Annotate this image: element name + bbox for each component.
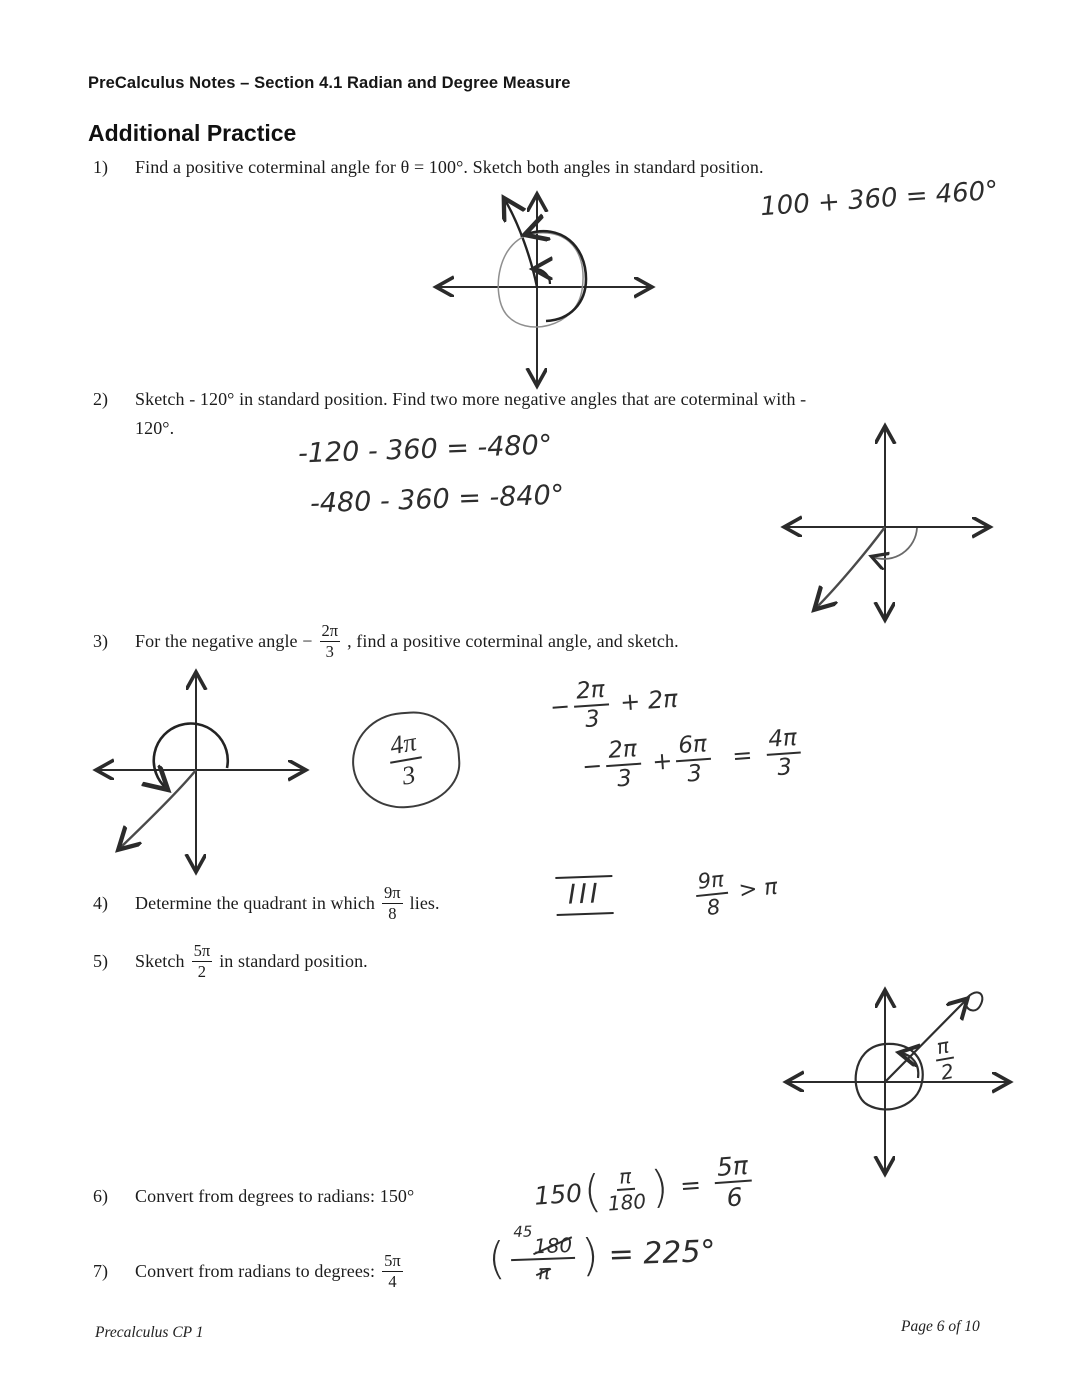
problem-3-circled-answer [349, 708, 463, 811]
equals-sign: = [731, 740, 754, 771]
fraction-numerator: 5π [193, 941, 211, 961]
fraction-numerator: π [932, 1035, 954, 1062]
angle-arc [901, 1053, 918, 1078]
lead-number: 150 [533, 1177, 583, 1211]
fraction-180-pi [510, 1222, 576, 1285]
fraction-denominator: 3 [584, 706, 601, 734]
equals-sign: = [679, 1169, 703, 1201]
fraction-denominator: 3 [616, 765, 633, 793]
problem-6-number: 6) [93, 1186, 108, 1206]
cancelled-pi: π [537, 1259, 551, 1285]
problem-6-handwritten-work [532, 1152, 758, 1223]
fraction-numerator [510, 1222, 575, 1261]
problem-2 [93, 389, 806, 410]
fraction [572, 678, 610, 732]
fraction-2 [675, 733, 713, 787]
fraction-denominator: 3 [399, 759, 418, 791]
fraction-numerator: 9π [384, 883, 401, 903]
problem-5-text-after: in standard position. [219, 950, 368, 971]
doc-header-title: PreCalculus Notes – Section 4.1 Radian and Degree Measure [88, 74, 571, 92]
problem-5-text-before: Sketch [135, 950, 185, 971]
cancellation-value: 45 [512, 1222, 533, 1242]
fraction-pi-180 [605, 1165, 646, 1214]
fraction-result [713, 1150, 754, 1213]
fraction-numerator: 9π [694, 869, 728, 897]
fraction-numerator: 6π [675, 733, 711, 762]
problem-5-sketch [780, 978, 1018, 1178]
problem-7-text: Convert from radians to degrees: [135, 1260, 376, 1281]
quadrant-answer: III [555, 875, 613, 916]
fraction-numerator: 5π [384, 1251, 401, 1271]
problem-3-text-before: For the negative angle − [135, 630, 313, 651]
problem-3-sketch [90, 664, 312, 878]
fraction-numerator: 5π [713, 1153, 752, 1185]
fraction-denominator: 2 [938, 1058, 956, 1085]
fraction-numerator: 2π [321, 621, 339, 641]
problem-7-handwritten-work [485, 1222, 717, 1285]
problem-4 [93, 876, 440, 930]
fraction-numerator: 2π [605, 738, 641, 767]
open-paren: ( [487, 1233, 507, 1285]
fraction-denominator: 6 [725, 1182, 744, 1213]
terminal-ray-100deg [505, 200, 537, 287]
fraction-result [765, 724, 803, 782]
close-paren: ) [649, 1160, 670, 1214]
fraction-denominator: 8 [388, 903, 397, 923]
problem-3-handwritten-work-2 [580, 726, 806, 793]
footer-course-label: Precalculus CP 1 [95, 1324, 204, 1341]
problem-2-text-line1: Sketch - 120° in standard position. Find two more negative angles that are coterminal with - [135, 389, 807, 409]
terminal-ray-4pi3 [120, 770, 196, 848]
problem-4-text-before: Determine the quadrant in which [135, 892, 376, 913]
fraction-denominator: 3 [325, 641, 334, 661]
problem-1-text: Find a positive coterminal angle for θ = 100°. Sketch both angles in standard position. [135, 157, 764, 177]
fraction-numerator: π [615, 1166, 635, 1191]
section-heading: Additional Practice [88, 120, 297, 146]
problem-2-sketch [776, 418, 998, 626]
problem-2-handwritten-work-1: -120 - 360 = -480° [297, 429, 553, 470]
problem-3-text-after: , find a positive coterminal angle, and sketch. [347, 630, 679, 651]
problem-3 [93, 614, 679, 668]
fraction-denominator: 3 [686, 760, 703, 788]
problem-1-sketch [428, 186, 660, 390]
fraction [694, 869, 731, 920]
minus-sign: − [581, 751, 604, 781]
problem-5-fraction [192, 942, 213, 980]
cancelled-180: 180 [533, 1232, 573, 1259]
circled-fraction [385, 729, 427, 792]
problem-3-fraction [320, 622, 341, 660]
problem-3-number: 3) [93, 630, 108, 651]
fraction-denominator: 4 [388, 1271, 397, 1291]
problem-1 [93, 157, 764, 178]
fraction-numerator: 4π [765, 727, 801, 756]
outer-angle-arc [527, 231, 586, 321]
footer-page-number: Page 6 of 10 [901, 1318, 980, 1335]
fraction-denominator: 3 [776, 754, 793, 782]
problem-6 [93, 1186, 414, 1207]
terminal-ray-neg120deg [816, 527, 885, 608]
angle-arc-counterclockwise [154, 724, 228, 788]
problem-1-handwritten-work: 100 + 360 = 460° [759, 175, 1000, 223]
problem-4-number: 4) [93, 892, 108, 913]
problem-6-text: Convert from degrees to radians: 150° [135, 1186, 415, 1206]
plus-sign: + [651, 746, 674, 776]
fraction-numerator: 4π [385, 729, 422, 764]
problem-4-text-after: lies. [409, 892, 440, 913]
fraction-denominator: 2 [197, 961, 207, 981]
problem-2-line2 [135, 418, 174, 439]
problem-3-handwritten-work-1 [548, 674, 679, 735]
fraction-numerator: 2π [572, 678, 608, 707]
ray-tip-curl [964, 992, 982, 1010]
problem-2-handwritten-work-2: -480 - 360 = -840° [309, 479, 565, 520]
fraction-denominator: 8 [705, 894, 722, 920]
problem-5 [93, 934, 368, 988]
problem-4-handwritten-note [690, 864, 780, 921]
minus-sign: − [549, 692, 572, 722]
comparison: > π [737, 874, 779, 904]
problem-4-fraction [382, 884, 403, 922]
fraction-denominator: 180 [607, 1188, 647, 1216]
problem-7-number: 7) [93, 1260, 108, 1281]
open-paren: ( [582, 1165, 603, 1218]
problem-7 [93, 1246, 410, 1296]
problem-5-number: 5) [93, 950, 108, 971]
fraction-denominator [537, 1259, 551, 1285]
problem-1-number: 1) [93, 157, 108, 177]
close-paren: ) [580, 1230, 600, 1282]
fraction-1 [605, 735, 643, 793]
result: = 225° [608, 1234, 717, 1273]
problem-4-handwritten-answer [556, 876, 613, 915]
problem-2-text-line2: 120°. [135, 418, 175, 438]
tail-term: + 2π [619, 684, 679, 717]
problem-7-fraction [382, 1252, 403, 1290]
fraction [932, 1035, 958, 1083]
problem-2-number: 2) [93, 389, 108, 409]
